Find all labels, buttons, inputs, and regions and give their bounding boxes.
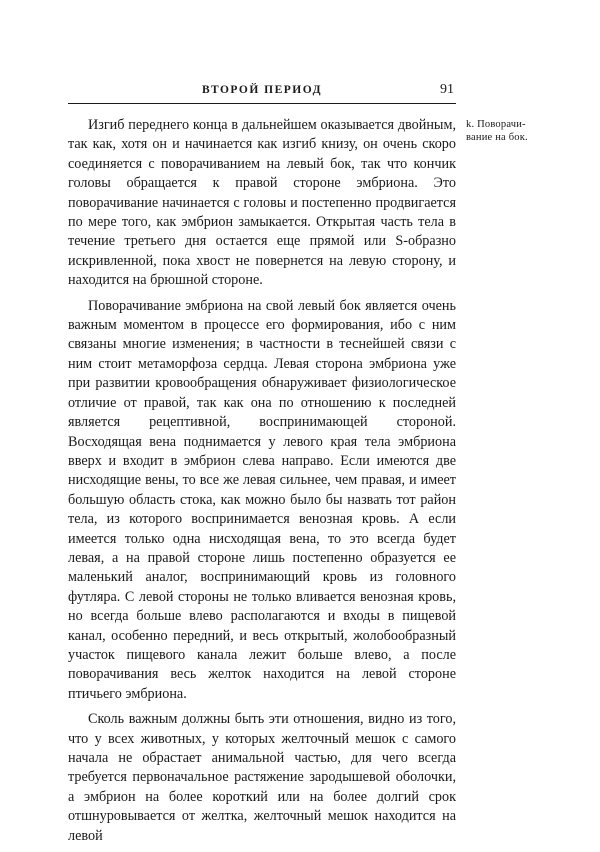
running-title: ВТОРОЙ ПЕРИОД (201, 84, 323, 96)
page-number: 91 (440, 82, 454, 97)
paragraph-2: Поворачивание эмбриона на свой левый бок является очень важным моментом в процессе его формирования, ибо с ним связаны многие изменения; в частности в теснейшей связи с ним стоит метаморфоза сердца. Левая сторона эмбриона уже при развитии кровообращения обнаруживает физиологическое отличие от правой, так как она по отношению к последней является рецептивной, воспринимающей стороной. Восходящая вена поднимается у левого края тела эмбриона вверх и входит в эмбрион слева направо. Если имеются две нисходящие вены, то все же левая сильнее, чем правая, и имеет большую область стока, как можно было бы назвать тот район тела, из которого воспринимается венозная кровь. А если имеется только одна нисходящая вена, то это всегда будет левая, а на правой стороне лишь постепенно образуется ее маленький аналог, воспринимающий кровь из головного футляра. С левой стороны не только вливается венозная кровь, но всегда больше влево располагаются и входы в пищевой канал, особенно передний, и весь открытый, жолобообразный участок пищевого канала лежит больше влево, а после поворачивания весь желток находится на левой стороне птичьего эмбриона. (68, 297, 456, 702)
running-head (68, 84, 456, 104)
paragraph-1: Изгиб переднего конца в дальнейшем оказывается двойным, так как, хотя он и начинается как изгиб книзу, он очень скоро соединяется с поворачиванием на левый бок, так что кончик головы обращается к правой стороне эмбриона. Это поворачивание начинается с головы и постепенно продвигается по мере того, как эмбрион замыкается. Открытая часть тела в течение третьего дня остается еще прямой или S-образно искривленной, пока хвост не повернется на левую сторону, и находится на брюшной стороне. (68, 117, 456, 289)
body-text (68, 116, 456, 852)
paragraph-3: Сколь важным должны быть эти отношения, видно из того, что у всех животных, у которых желточный мешок с самого начала не обрастает анимальной частью, для чего всегда требуется первоначальное растяжение зародышевой оболочки, а эмбрион на более короткий или на более долгий срок отшнуровывается от желтка, желточный мешок находится на левой (68, 711, 456, 844)
margin-note: k. Поворачи-вание на бок. (466, 119, 528, 143)
header-rule (68, 103, 456, 104)
